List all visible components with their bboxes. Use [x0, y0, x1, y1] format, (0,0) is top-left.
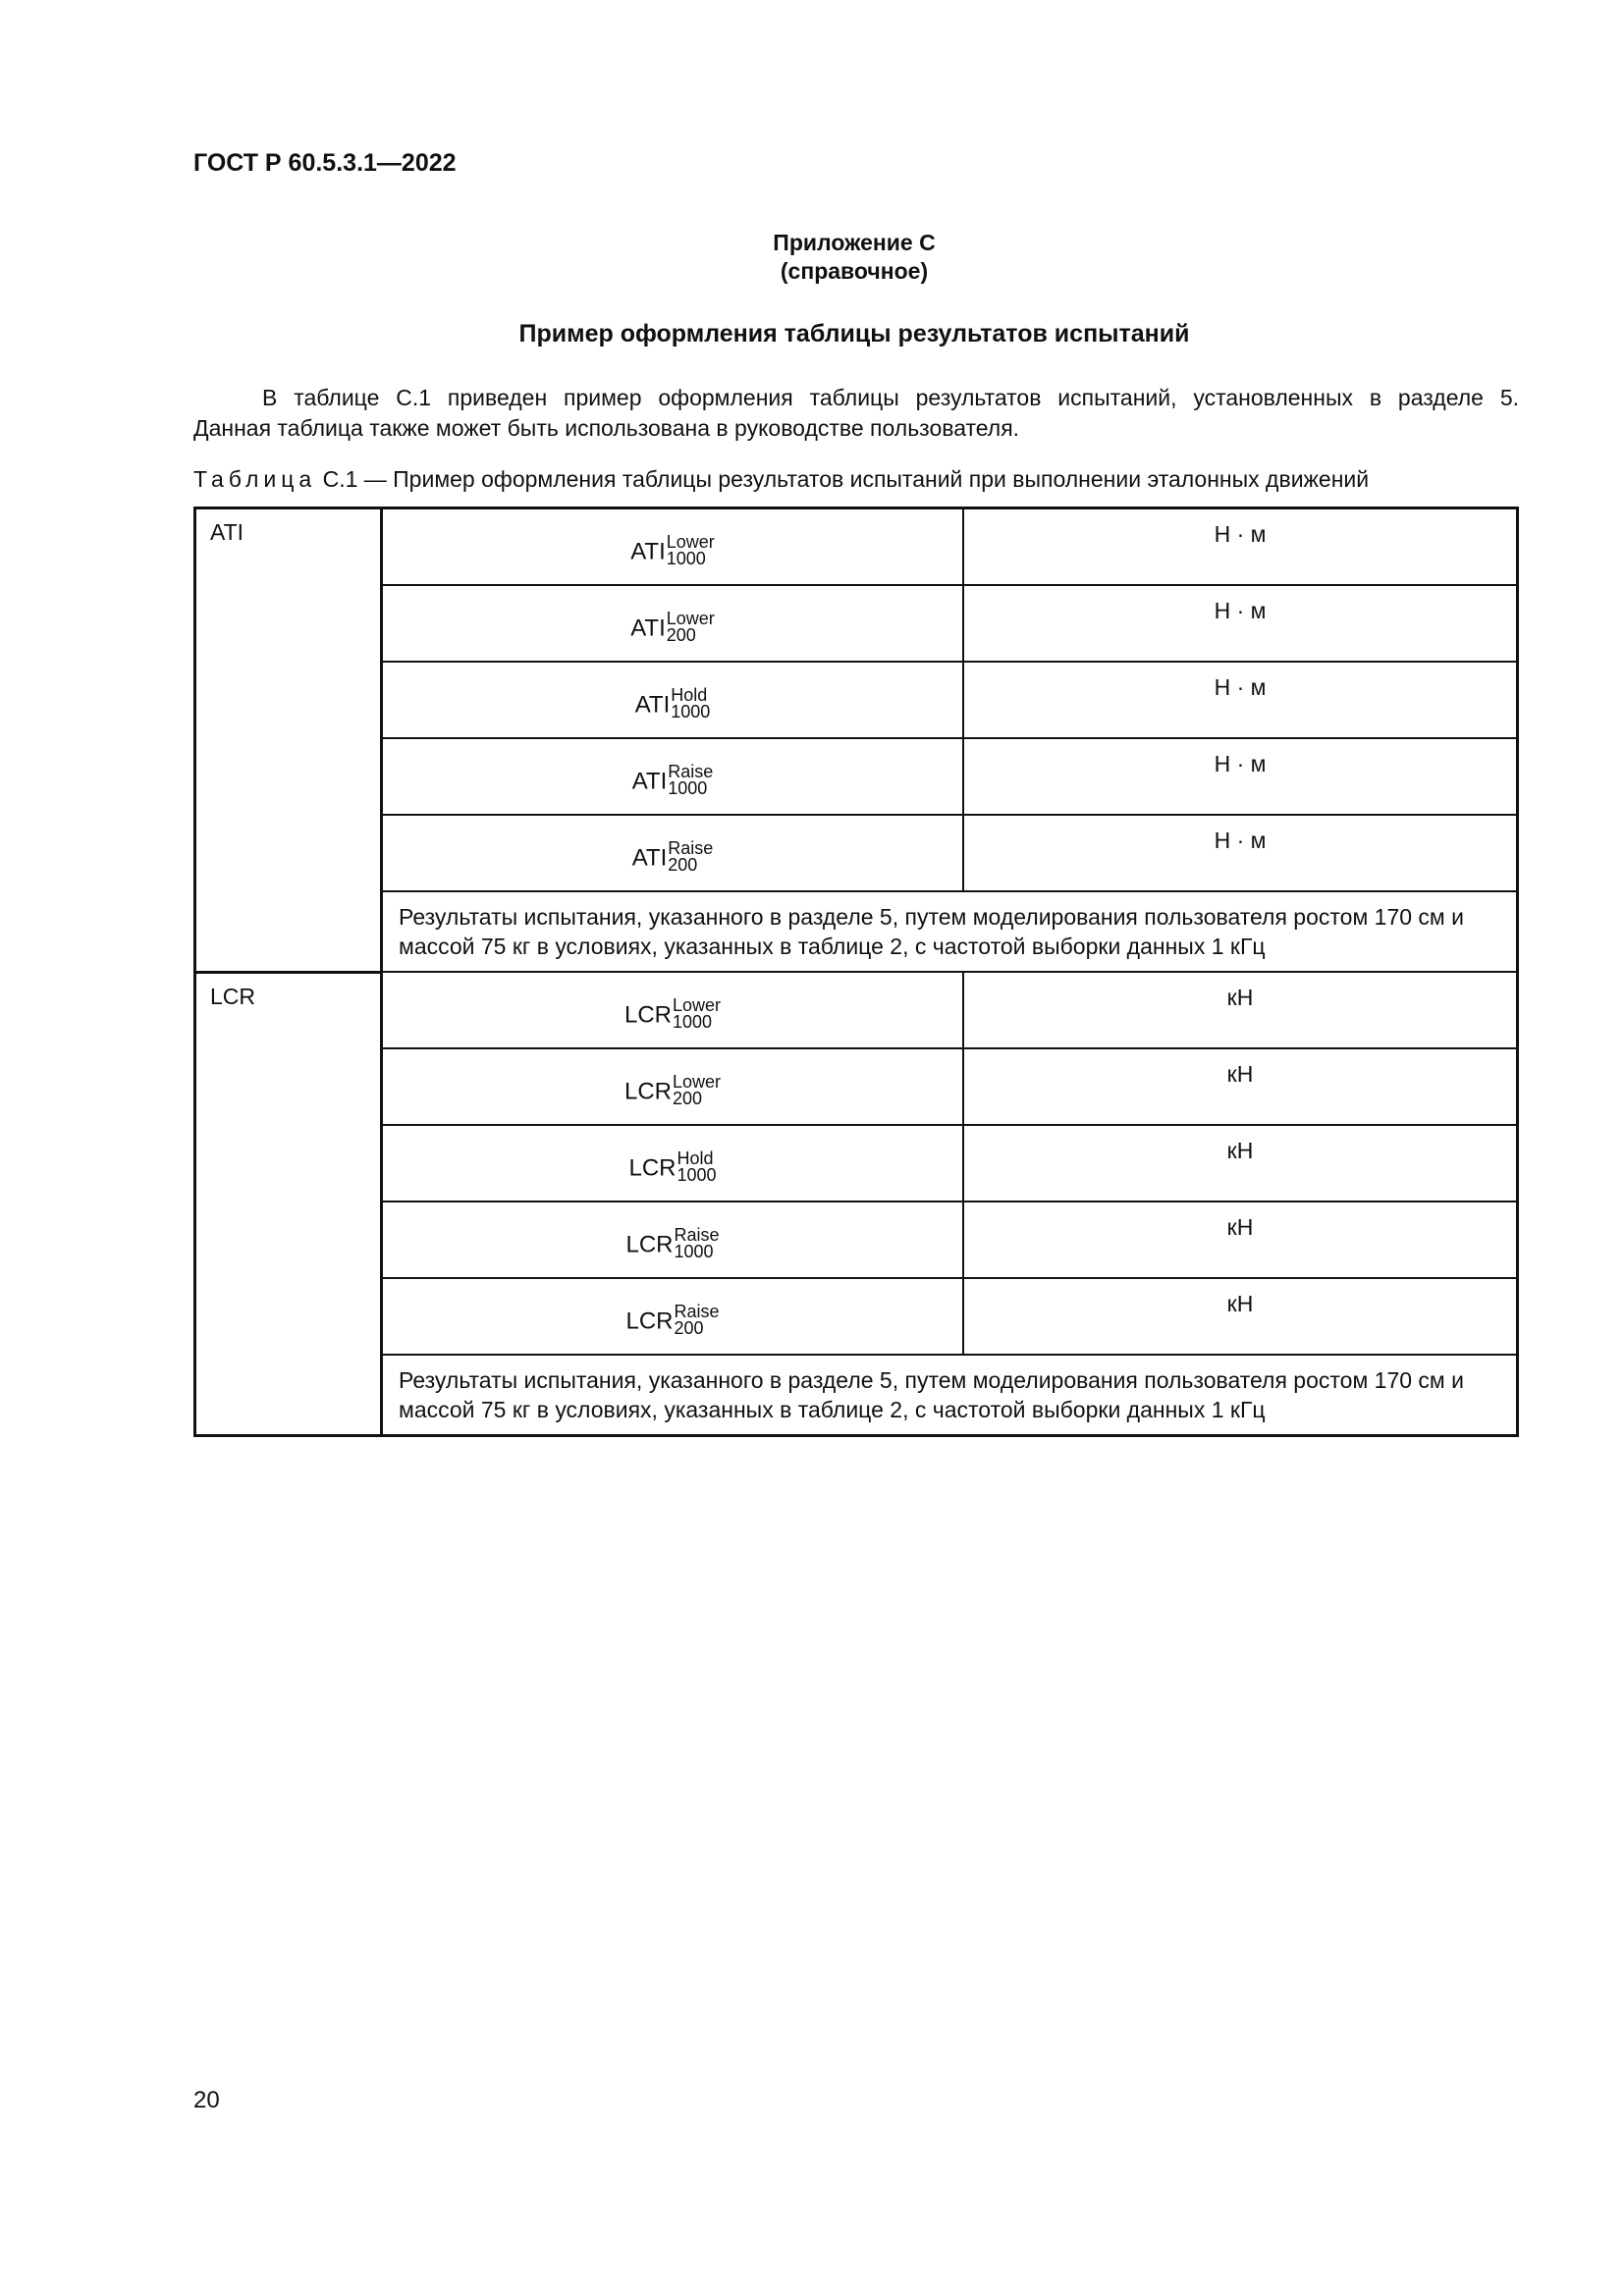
symbol-sub: 1000: [672, 1012, 713, 1032]
symbol-sup: Lower: [672, 995, 722, 1015]
symbol-sub: 200: [668, 855, 698, 875]
note-cell-lcr: Результаты испытания, указанного в разделе 5, путем моделирования пользователя ростом 170 см и массой 75 кг в условиях, указанных в таблице 2, с частотой выборки данных 1 кГц: [382, 1355, 1518, 1436]
symbol-cell: [382, 1278, 964, 1355]
symbol-cell: [382, 1201, 964, 1278]
unit-cell: Н · м: [963, 815, 1518, 891]
unit-cell: Н · м: [963, 585, 1518, 662]
symbol-cell: [382, 662, 964, 738]
table-row: [195, 662, 1518, 738]
symbol-sup: Lower: [666, 532, 715, 552]
symbol-sub: 1000: [671, 702, 711, 721]
table-caption-prefix: Таблица: [193, 466, 317, 492]
symbol-base: ATI: [630, 614, 666, 642]
intro-line-1: В таблице С.1 приведен пример оформления таблицы результатов испытаний, установленных в разделе 5.: [262, 385, 1519, 410]
group-label-lcr: LCR: [195, 972, 382, 1436]
table-row: [195, 738, 1518, 815]
group-label-ati: ATI: [195, 508, 382, 973]
table-row: [195, 1125, 1518, 1201]
unit-cell: кН: [963, 1201, 1518, 1278]
table-row: [195, 585, 1518, 662]
symbol-sup: Raise: [668, 838, 714, 858]
symbol-sup: Raise: [674, 1302, 720, 1321]
symbol-base: ATI: [630, 538, 666, 565]
results-table: [193, 507, 1519, 1437]
unit-cell: Н · м: [963, 508, 1518, 586]
symbol-cell: [382, 585, 964, 662]
appendix-heading: [0, 229, 1624, 286]
intro-line-2: Данная таблица также может быть использована в руководстве пользователя.: [193, 415, 1020, 441]
appendix-title: Пример оформления таблицы результатов испытаний: [518, 320, 1190, 347]
symbol-cell: [382, 508, 964, 586]
symbol-sup: Hold: [671, 685, 708, 705]
table-row: [195, 972, 1518, 1048]
table-row: [195, 1048, 1518, 1125]
symbol-cell: [382, 1125, 964, 1201]
table-caption: [193, 466, 1369, 493]
symbol-sub: 200: [666, 625, 696, 645]
intro-paragraph: [193, 383, 1519, 444]
unit-cell: кН: [963, 1125, 1518, 1201]
table-row: [195, 508, 1518, 586]
table-row: [195, 891, 1518, 972]
symbol-base: ATI: [634, 691, 671, 719]
symbol-sub: 1000: [666, 549, 706, 568]
symbol-base: ATI: [631, 768, 668, 795]
symbol-sub: 200: [674, 1318, 704, 1338]
symbol-sup: Raise: [668, 762, 714, 781]
table-row: [195, 1201, 1518, 1278]
appendix-label: Приложение С: [773, 230, 936, 255]
symbol-sub: 1000: [677, 1165, 717, 1185]
symbol-base: LCR: [625, 1231, 674, 1258]
symbol-sub: 200: [672, 1089, 703, 1108]
symbol-base: LCR: [623, 1078, 672, 1105]
table-row: [195, 815, 1518, 891]
symbol-cell: [382, 815, 964, 891]
unit-cell: кН: [963, 1278, 1518, 1355]
symbol-base: LCR: [623, 1001, 672, 1029]
symbol-base: ATI: [631, 844, 668, 872]
symbol-cell: [382, 1048, 964, 1125]
note-cell-ati: Результаты испытания, указанного в разделе 5, путем моделирования пользователя ростом 170 см и массой 75 кг в условиях, указанных в таблице 2, с частотой выборки данных 1 кГц: [382, 891, 1518, 972]
symbol-cell: [382, 972, 964, 1048]
symbol-sup: Hold: [677, 1148, 714, 1168]
unit-cell: Н · м: [963, 662, 1518, 738]
table-row: [195, 1278, 1518, 1355]
unit-cell: кН: [963, 1048, 1518, 1125]
table-caption-text: С.1 — Пример оформления таблицы результатов испытаний при выполнении эталонных движений: [322, 466, 1370, 492]
unit-cell: кН: [963, 972, 1518, 1048]
appendix-type: (справочное): [780, 258, 929, 284]
standard-designation: ГОСТ Р 60.5.3.1—2022: [193, 149, 457, 177]
symbol-sup: Lower: [666, 609, 715, 628]
symbol-cell: [382, 738, 964, 815]
symbol-base: LCR: [625, 1308, 674, 1335]
table-row: [195, 1355, 1518, 1436]
page-number: 20: [193, 2087, 220, 2113]
symbol-sub: 1000: [668, 778, 708, 798]
unit-cell: Н · м: [963, 738, 1518, 815]
symbol-sup: Lower: [672, 1072, 722, 1092]
symbol-sup: Raise: [674, 1225, 720, 1245]
symbol-base: LCR: [628, 1154, 677, 1182]
symbol-sub: 1000: [674, 1242, 714, 1261]
